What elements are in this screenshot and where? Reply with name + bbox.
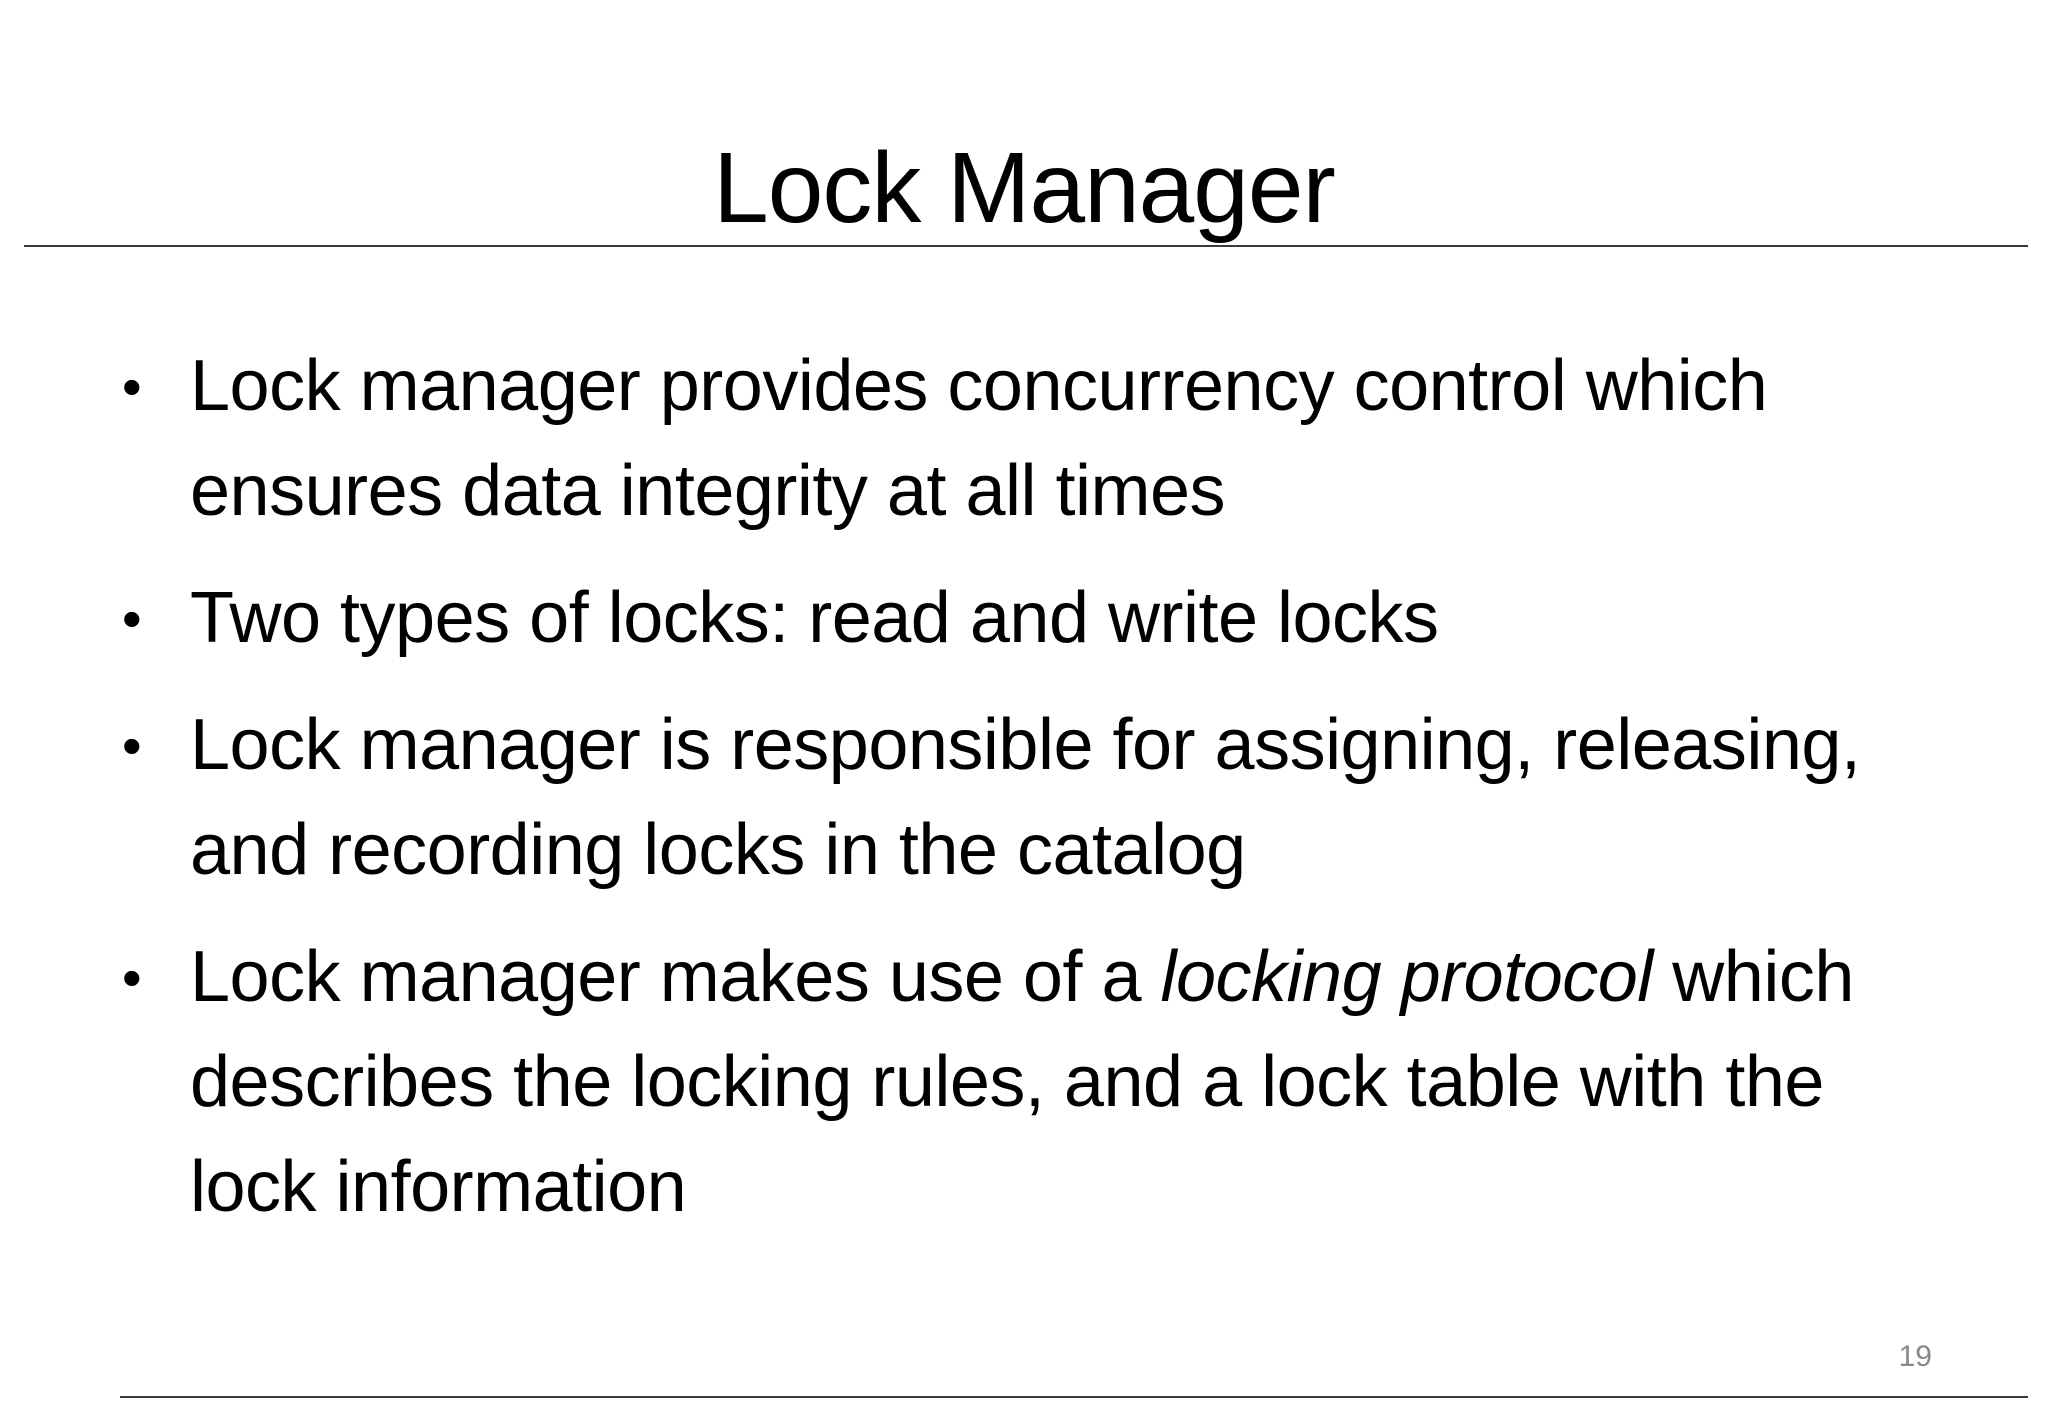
bullet-dot-icon: • <box>122 587 142 650</box>
bullet-text-after: which describes the locking rules, and a lock table with the lock information <box>190 937 1854 1227</box>
slide-title: Lock Manager <box>713 132 1335 244</box>
bullet-emphasis: locking protocol <box>1160 937 1653 1017</box>
bullet-dot-icon: • <box>122 355 142 418</box>
bullet-item <box>120 925 1940 1240</box>
bullet-text <box>190 937 1854 1227</box>
bullet-dot-icon: • <box>122 946 142 1009</box>
bullet-item <box>120 693 1940 903</box>
bullet-text: Two types of locks: read and write locks <box>190 578 1439 658</box>
bullet-text: Lock manager is responsible for assigning, releasing, and recording locks in the catalog <box>190 705 1861 890</box>
bullet-dot-icon: • <box>122 714 142 777</box>
bullet-text-before: Lock manager makes use of a <box>190 937 1161 1017</box>
bullet-item <box>120 566 1940 671</box>
bullet-text: Lock manager provides concurrency control which ensures data integrity at all times <box>190 346 1768 531</box>
footer-divider <box>120 1396 2028 1398</box>
title-divider <box>24 245 2028 247</box>
page-number: 19 <box>1898 1340 1932 1373</box>
bullet-list <box>120 334 1940 1262</box>
bullet-item <box>120 334 1940 544</box>
